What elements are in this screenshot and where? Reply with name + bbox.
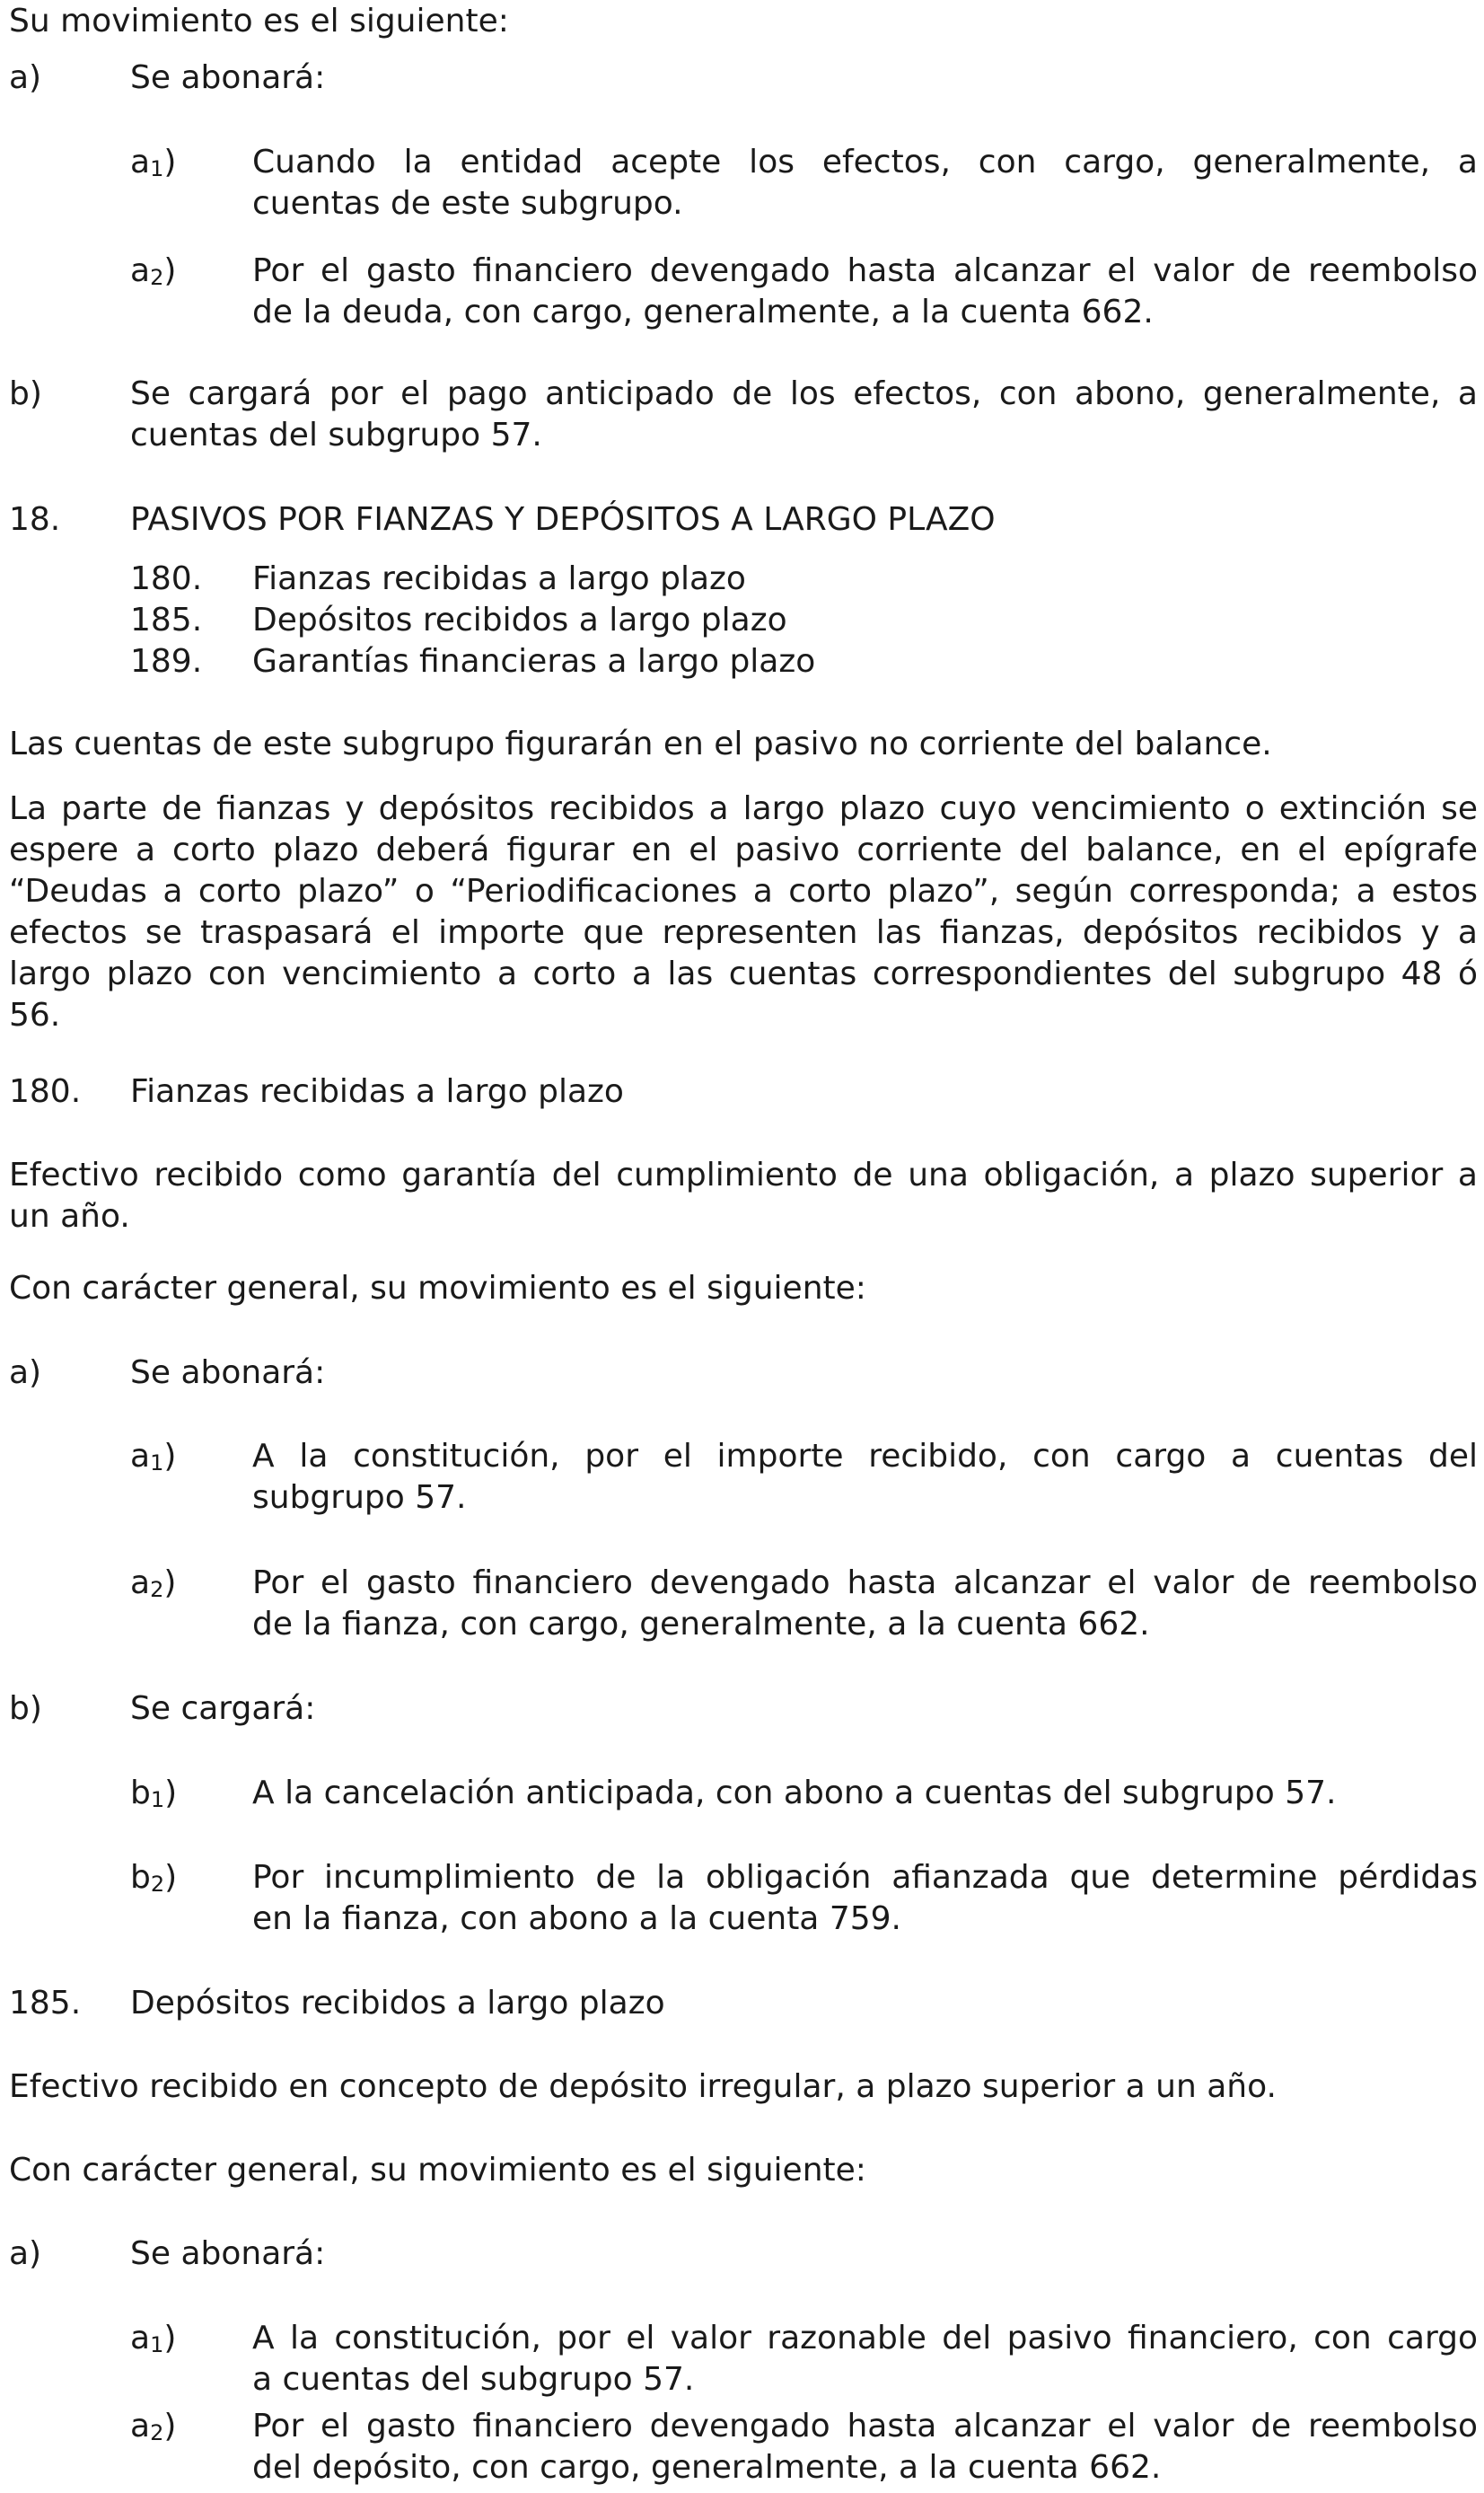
item-a-label: a) — [9, 1354, 42, 1391]
item-a1-line2: subgrupo 57. — [252, 1479, 467, 1516]
account-180-definition: un año. — [9, 1198, 130, 1235]
item-a2-label: a2) — [130, 1564, 177, 1602]
account-185-title: Depósitos recibidos a largo plazo — [130, 1985, 665, 2022]
paragraph-line: efectos se traspasará el importe que representen las fianzas, depósitos recibidos y a — [9, 914, 1478, 951]
item-a1-line2: cuentas de este subgrupo. — [252, 185, 683, 222]
item-a1-label: a1) — [130, 1438, 177, 1476]
item-b2-line2: en la fianza, con abono a la cuenta 759. — [252, 1900, 901, 1937]
paragraph-balance: Las cuentas de este subgrupo figurarán en el pasivo no corriente del balance. — [9, 726, 1272, 762]
account-180-code: 180. — [9, 1073, 82, 1110]
section-number: 18. — [9, 501, 61, 538]
item-a2-line1: Por el gasto financiero devengado hasta alcanzar el valor de reembolso — [252, 1564, 1478, 1601]
item-b-text: Se cargará: — [130, 1690, 316, 1727]
item-a-label: a) — [9, 2235, 42, 2272]
item-a2-label: a2) — [130, 2408, 177, 2445]
account-code: 180. — [130, 560, 203, 597]
item-a-text: Se abonará: — [130, 2235, 326, 2272]
item-a2-line2: del depósito, con cargo, generalmente, a la cuenta 662. — [252, 2449, 1162, 2486]
item-a2-line1: Por el gasto financiero devengado hasta alcanzar el valor de reembolso — [252, 2408, 1478, 2445]
section-title: PASIVOS POR FIANZAS Y DEPÓSITOS A LARGO PLAZO — [130, 501, 996, 538]
item-b-label: b) — [9, 375, 42, 412]
account-180-definition: Efectivo recibido como garantía del cumplimiento de una obligación, a plazo superior a — [9, 1157, 1478, 1194]
account-180-title: Fianzas recibidas a largo plazo — [130, 1073, 624, 1110]
item-b-line1: Se cargará por el pago anticipado de los efectos, con abono, generalmente, a — [130, 375, 1478, 412]
item-a1-line2: a cuentas del subgrupo 57. — [252, 2361, 695, 2398]
item-b-label: b) — [9, 1690, 42, 1727]
item-a-label: a) — [9, 59, 42, 96]
account-185-general: Con carácter general, su movimiento es el siguiente: — [9, 2152, 866, 2189]
paragraph-line: La parte de fianzas y depósitos recibidos a largo plazo cuyo vencimiento o extinción se — [9, 790, 1478, 827]
item-b2-label: b2) — [130, 1859, 178, 1897]
item-a-text: Se abonará: — [130, 59, 326, 96]
paragraph-line: 56. — [9, 997, 61, 1034]
intro-movement: Su movimiento es el siguiente: — [9, 3, 509, 40]
item-a1-label: a1) — [130, 2320, 177, 2357]
account-name: Garantías financieras a largo plazo — [252, 643, 816, 680]
item-a1-label: a1) — [130, 144, 177, 181]
item-a1-line1: A la constitución, por el importe recibido, con cargo a cuentas del — [252, 1438, 1478, 1475]
paragraph-line: espere a corto plazo deberá figurar en el pasivo corriente del balance, en el epígrafe — [9, 832, 1478, 868]
account-180-general: Con carácter general, su movimiento es el siguiente: — [9, 1270, 866, 1307]
item-a2-line1: Por el gasto financiero devengado hasta alcanzar el valor de reembolso — [252, 252, 1478, 289]
paragraph-line: “Deudas a corto plazo” o “Periodificaciones a corto plazo”, según corresponda; a estos — [9, 873, 1478, 910]
account-185-code: 185. — [9, 1985, 82, 2022]
item-b1-line1: A la cancelación anticipada, con abono a cuentas del subgrupo 57. — [252, 1775, 1337, 1811]
item-a1-line1: A la constitución, por el valor razonable del pasivo financiero, con cargo — [252, 2320, 1478, 2356]
item-b-line2: cuentas del subgrupo 57. — [130, 417, 542, 454]
account-name: Depósitos recibidos a largo plazo — [252, 602, 787, 639]
account-code: 185. — [130, 602, 203, 639]
item-a2-line2: de la deuda, con cargo, generalmente, a la cuenta 662. — [252, 294, 1154, 330]
item-b2-line1: Por incumplimiento de la obligación afianzada que determine pérdidas — [252, 1859, 1478, 1896]
item-b1-label: b1) — [130, 1775, 178, 1812]
paragraph-line: largo plazo con vencimiento a corto a las cuentas correspondientes del subgrupo 48 ó — [9, 956, 1478, 992]
item-a2-label: a2) — [130, 252, 177, 290]
account-code: 189. — [130, 643, 203, 680]
item-a-text: Se abonará: — [130, 1354, 326, 1391]
account-name: Fianzas recibidas a largo plazo — [252, 560, 746, 597]
item-a1-line1: Cuando la entidad acepte los efectos, con cargo, generalmente, a — [252, 144, 1478, 181]
item-a2-line2: de la fianza, con cargo, generalmente, a la cuenta 662. — [252, 1606, 1150, 1643]
account-185-definition: Efectivo recibido en concepto de depósito irregular, a plazo superior a un año. — [9, 2068, 1277, 2105]
